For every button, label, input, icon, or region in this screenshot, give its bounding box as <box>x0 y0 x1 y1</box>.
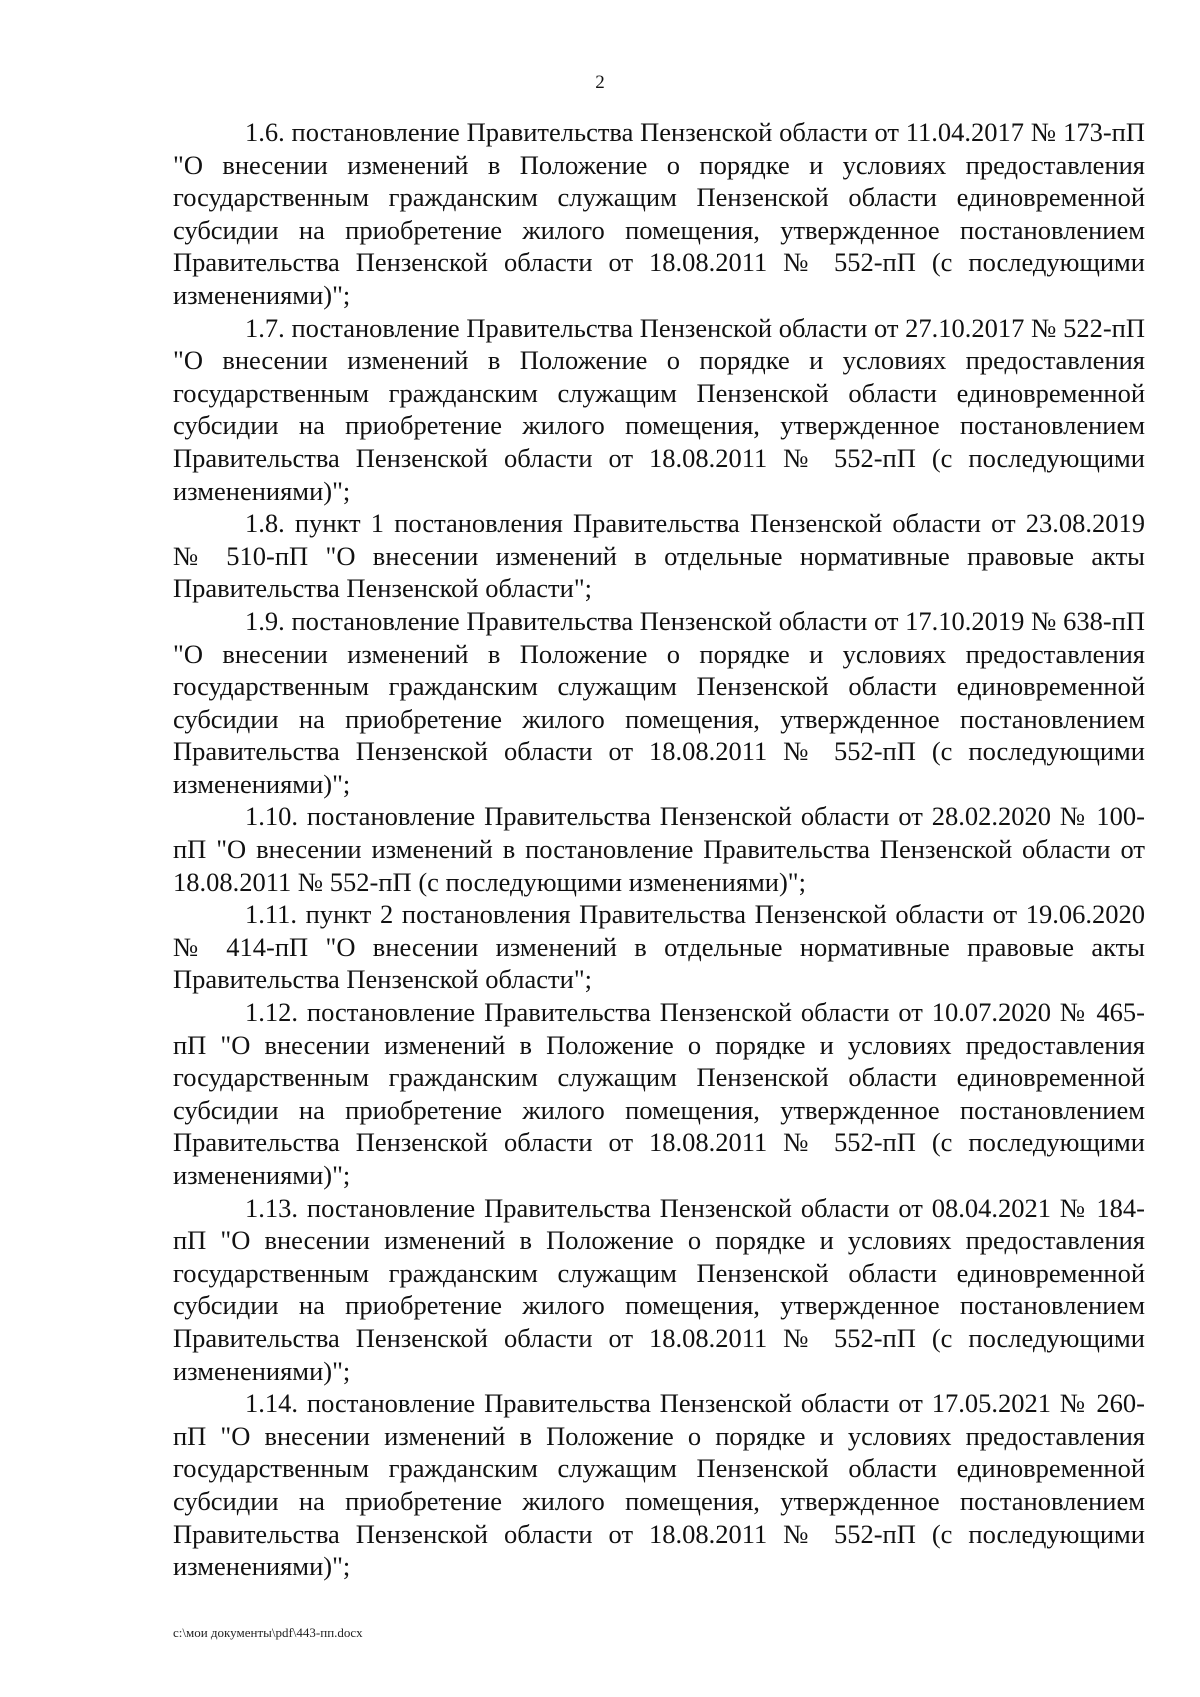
item-text: постановление Правительства Пензенской области от 28.02.2020 № 100-пП "О внесении изменений в постановление Правительства Пензенской области от 18.08.2011 № 552-пП (с последующими изменениями)"; <box>173 801 1145 897</box>
item-number: 1.9. <box>245 605 285 636</box>
list-item <box>173 800 1145 898</box>
item-number: 1.10. <box>245 801 298 832</box>
page-number: 2 <box>595 72 605 93</box>
item-text: постановление Правительства Пензенской области от 17.05.2021 № 260-пП "О внесении изменений в Положение о порядке и условиях предоставления государственным гражданским служащим Пензенской области единовременной субсидии на приобретение жилого помещения, утвержденное постановлением Правительства Пензенской области от 18.08.2011 № 552-пП (с последующими изменениями)"; <box>173 1388 1145 1582</box>
list-item <box>173 898 1145 996</box>
item-text: пункт 1 постановления Правительства Пензенской области от 23.08.2019 № 510-пП "О внесении изменений в отдельные нормативные правовые акты Правительства Пензенской области"; <box>173 508 1146 604</box>
item-number: 1.7. <box>245 312 285 343</box>
footer-file-path: c:\мои документы\pdf\443-пп.docx <box>173 1625 363 1640</box>
item-text: постановление Правительства Пензенской области от 27.10.2017 № 522-пП "О внесении изменений в Положение о порядке и условиях предоставления государственным гражданским служащим Пензенской области единовременной субсидии на приобретение жилого помещения, утвержденное постановлением Правительства Пензенской области от 18.08.2011 № 552-пП (с последующими изменениями)"; <box>173 312 1145 506</box>
list-item <box>173 507 1145 605</box>
list-item <box>173 1192 1145 1388</box>
list-item <box>173 116 1145 312</box>
item-text: постановление Правительства Пензенской области от 10.07.2020 № 465-пП "О внесении изменений в Положение о порядке и условиях предоставления государственным гражданским служащим Пензенской области единовременной субсидии на приобретение жилого помещения, утвержденное постановлением Правительства Пензенской области от 18.08.2011 № 552-пП (с последующими изменениями)"; <box>173 997 1145 1190</box>
item-text: пункт 2 постановления Правительства Пензенской области от 19.06.2020 № 414-пП "О внесении изменений в отдельные нормативные правовые акты Правительства Пензенской области"; <box>173 899 1146 995</box>
item-text: постановление Правительства Пензенской области от 11.04.2017 № 173-пП "О внесении изменений в Положение о порядке и условиях предоставления государственным гражданским служащим Пензенской области единовременной субсидии на приобретение жилого помещения, утвержденное постановлением Правительства Пензенской области от 18.08.2011 № 552-пП (с последующими изменениями)"; <box>173 117 1145 310</box>
list-item <box>173 312 1145 508</box>
list-item <box>173 996 1145 1192</box>
item-number: 1.8. <box>245 508 285 539</box>
list-item <box>173 605 1145 801</box>
item-number: 1.12. <box>245 997 298 1028</box>
item-text: постановление Правительства Пензенской области от 17.10.2019 № 638-пП "О внесении изменений в Положение о порядке и условиях предоставления государственным гражданским служащим Пензенской области единовременной субсидии на приобретение жилого помещения, утвержденное постановлением Правительства Пензенской области от 18.08.2011 № 552-пП (с последующими изменениями)"; <box>173 605 1145 799</box>
item-number: 1.11. <box>245 899 298 930</box>
item-number: 1.6. <box>245 117 285 147</box>
item-text: постановление Правительства Пензенской области от 08.04.2021 № 184-пП "О внесении изменений в Положение о порядке и условиях предоставления государственным гражданским служащим Пензенской области единовременной субсидии на приобретение жилого помещения, утвержденное постановлением Правительства Пензенской области от 18.08.2011 № 552-пП (с последующими изменениями)"; <box>173 1192 1145 1386</box>
item-number: 1.14. <box>245 1388 298 1419</box>
item-number: 1.13. <box>245 1192 298 1223</box>
document-body <box>173 116 1145 1583</box>
list-item <box>173 1387 1145 1583</box>
